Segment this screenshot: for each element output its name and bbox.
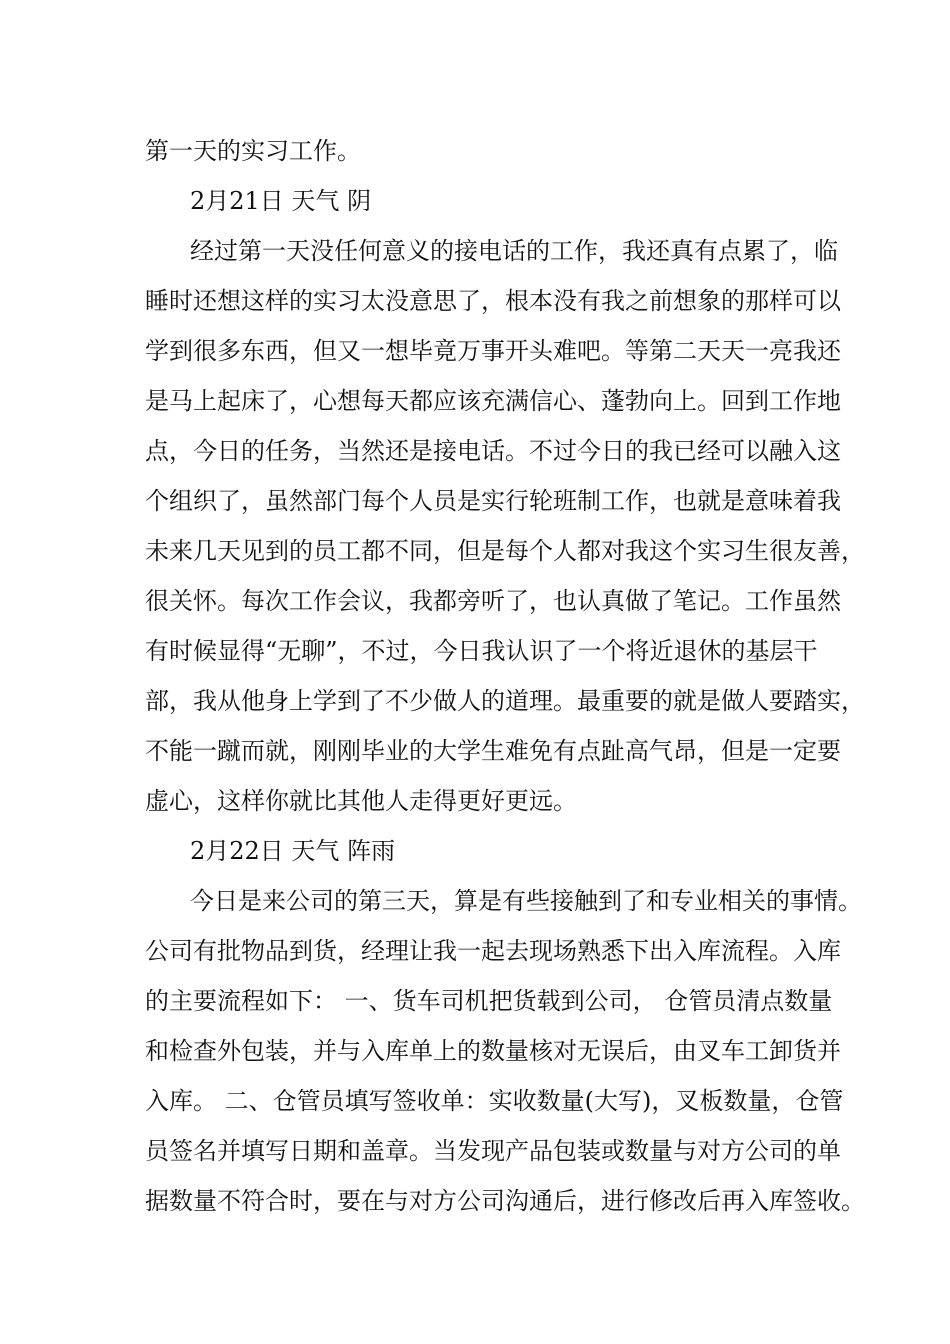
paragraph-line: 入库。 二、仓管员填写签收单：实收数量(大写)，叉板数量，仓管 [145,1087,844,1115]
paragraph-line: 学到很多东西，但又一想毕竟万事开头难吧。等第二天天一亮我还 [145,337,841,365]
diary-date-heading: 2月22日 天气 阵雨 [190,837,396,865]
paragraph-line: 虚心，这样你就比其他人走得更好更远。 [145,787,577,815]
paragraph-line: 不能一蹴而就，刚刚毕业的大学生难免有点趾高气昂，但是一定要 [145,737,841,765]
paragraph-line: 很关怀。每次工作会议，我都旁听了，也认真做了笔记。工作虽然 [145,587,841,615]
paragraph-line: 是马上起床了，心想每天都应该充满信心、蓬勃向上。回到工作地 [145,387,841,415]
paragraph-line: 部，我从他身上学到了不少做人的道理。最重要的就是做人要踏实， [145,687,865,715]
paragraph-line: 未来几天见到的员工都不同，但是每个人都对我这个实习生很友善， [145,537,865,565]
paragraph-line: 睡时还想这样的实习太没意思了，根本没有我之前想象的那样可以 [145,287,841,315]
paragraph-line: 今日是来公司的第三天，算是有些接触到了和专业相关的事情。 [190,887,862,915]
paragraph-line: 据数量不符合时，要在与对方公司沟通后，进行修改后再入库签收。 [145,1187,865,1215]
paragraph-line: 员签名并填写日期和盖章。当发现产品包装或数量与对方公司的单 [145,1137,841,1165]
paragraph-line: 公司有批物品到货，经理让我一起去现场熟悉下出入库流程。入库 [145,937,841,965]
paragraph-line: 和检查外包装，并与入库单上的数量核对无误后，由叉车工卸货并 [145,1037,841,1065]
diary-date-heading: 2月21日 天气 阴 [190,187,372,215]
paragraph-line: 经过第一天没任何意义的接电话的工作，我还真有点累了，临 [190,237,838,265]
paragraph-line: 第一天的实习工作。 [145,137,361,165]
paragraph-line: 个组织了，虽然部门每个人员是实行轮班制工作，也就是意味着我 [145,487,841,515]
paragraph-line: 有时候显得“无聊”，不过，今日我认识了一个将近退休的基层干 [145,637,818,665]
paragraph-line: 的主要流程如下： 一、货车司机把货载到公司， 仓管员清点数量 [145,987,833,1015]
paragraph-line: 点，今日的任务，当然还是接电话。不过今日的我已经可以融入这 [145,437,841,465]
